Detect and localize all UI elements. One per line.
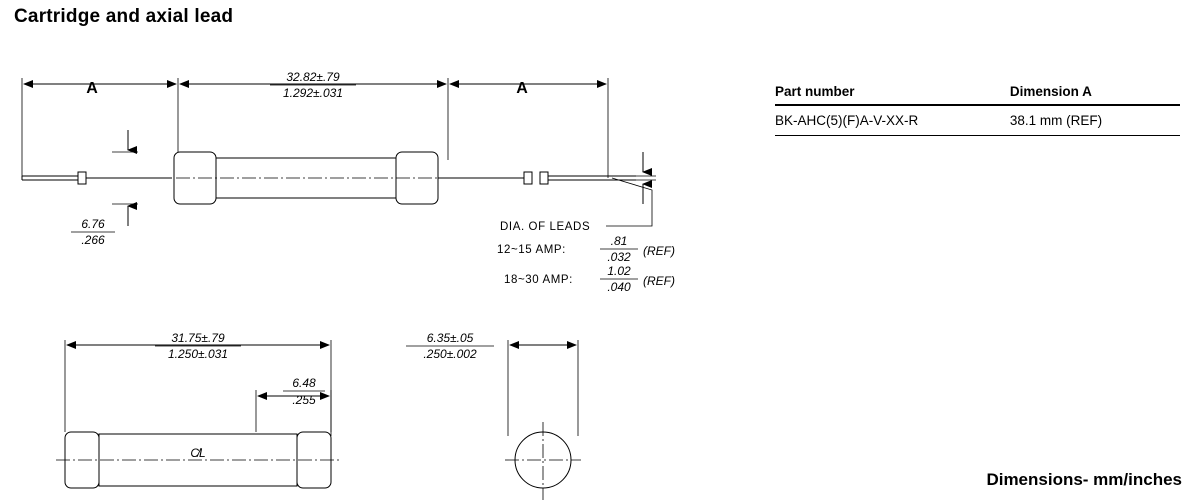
- dim-label-a-right: A: [516, 80, 528, 97]
- cartridge-height-mm: 6.48: [292, 376, 316, 390]
- lead-dia-2-mm: 1.02: [607, 264, 631, 278]
- cartridge-length-in: 1.250±.031: [168, 347, 228, 361]
- lead-dia-1-in: .032: [607, 250, 631, 264]
- cartridge-height-in: .255: [292, 393, 316, 407]
- table-row: [775, 105, 1180, 136]
- lead-range-1: 12~15 AMP:: [497, 244, 566, 256]
- centerline-symbol: C̸L: [190, 446, 206, 460]
- cell-dimension-a: 38.1 mm (REF): [1010, 105, 1180, 136]
- axial-body-length-mm: 32.82±.79: [286, 70, 340, 84]
- column-header-dimension-a: Dimension A: [1010, 84, 1180, 105]
- endview-dia-in: .250±.002: [423, 347, 477, 361]
- lead-range-2: 18~30 AMP:: [504, 274, 573, 286]
- axial-body-dia-in: .266: [81, 233, 105, 247]
- leads-title: DIA. OF LEADS: [500, 221, 591, 233]
- dim-label-a-left: A: [86, 80, 98, 97]
- lead-dia-1-ref: (REF): [643, 244, 675, 258]
- lead-dia-1-mm: .81: [610, 234, 628, 248]
- part-number-table: [775, 84, 1180, 136]
- cell-part-number: BK-AHC(5)(F)A-V-XX-R: [775, 105, 1010, 136]
- units-note: Dimensions- mm/inches: [986, 470, 1182, 489]
- axial-body-dia-mm: 6.76: [81, 217, 105, 231]
- axial-body-length-in: 1.292±.031: [283, 86, 343, 100]
- column-header-part-number: Part number: [775, 84, 1010, 105]
- table-header-row: [775, 84, 1180, 105]
- lead-dia-2-in: .040: [607, 280, 631, 294]
- lead-dia-2-ref: (REF): [643, 274, 675, 288]
- page-title: Cartridge and axial lead: [14, 6, 234, 27]
- endview-dia-mm: 6.35±.05: [426, 331, 474, 345]
- cartridge-length-mm: 31.75±.79: [171, 331, 225, 345]
